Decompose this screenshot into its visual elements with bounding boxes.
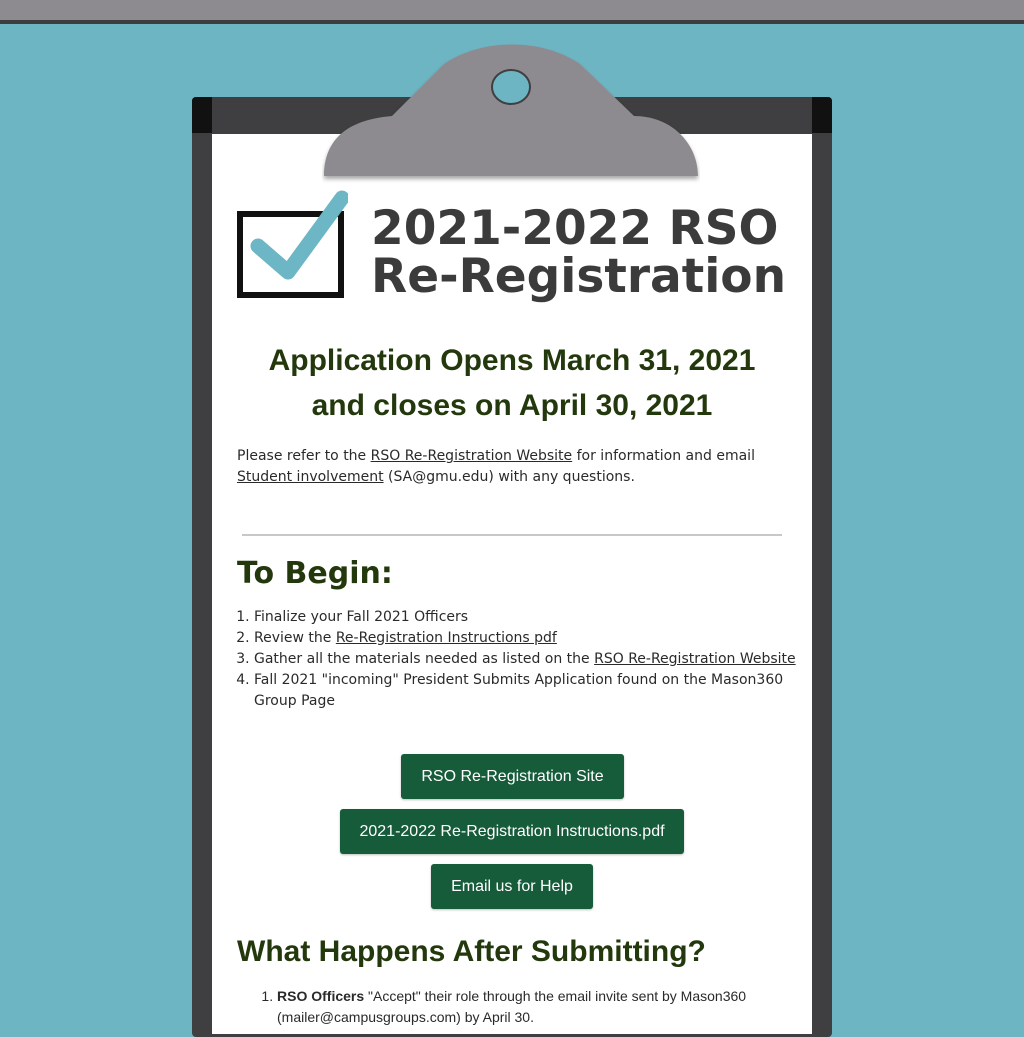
after-submitting-heading: What Happens After Submitting? xyxy=(237,935,706,968)
email-help-button[interactable]: Email us for Help xyxy=(431,864,593,909)
divider xyxy=(242,534,782,536)
top-bar xyxy=(0,0,1024,24)
step-text: "Accept" their role through the email invite sent by Mason360 (mailer@campusgroups.com) by April 30. xyxy=(277,988,747,1025)
title-line-1: 2021-2022 RSO xyxy=(371,201,779,256)
intro-text: Please refer to the xyxy=(237,448,371,464)
step-text: Fall 2021 "incoming" President Submits Application found on the Mason360 Group Page xyxy=(254,672,784,709)
list-item xyxy=(254,670,809,712)
list-item xyxy=(254,649,809,670)
application-dates xyxy=(212,338,812,428)
title-line-2: Re-Registration xyxy=(371,249,787,304)
rso-website-link[interactable]: RSO Re-Registration Website xyxy=(370,448,573,464)
step-text: Gather all the materials needed as listed on the xyxy=(254,651,595,667)
step-text: Finalize your Fall 2021 Officers xyxy=(254,609,469,625)
officers-label: RSO Officers xyxy=(277,988,365,1004)
list-item xyxy=(254,607,809,628)
rso-website-link[interactable]: RSO Re-Registration Website xyxy=(594,651,796,667)
step-text: Review the xyxy=(254,630,336,646)
begin-steps-list xyxy=(237,607,809,712)
intro-paragraph xyxy=(237,446,797,488)
intro-text: (SA@gmu.edu) with any questions. xyxy=(383,469,635,485)
rso-site-button[interactable]: RSO Re-Registration Site xyxy=(401,754,624,799)
student-involvement-link[interactable]: Student involvement xyxy=(237,469,384,485)
opens-date: Application Opens March 31, 2021 xyxy=(268,344,756,377)
closes-date: and closes on April 30, 2021 xyxy=(311,389,713,422)
clipboard-corner-right xyxy=(812,97,832,133)
to-begin-heading: To Begin: xyxy=(237,556,393,591)
instructions-pdf-link[interactable]: Re-Registration Instructions pdf xyxy=(335,630,557,646)
checkbox-checkmark-icon xyxy=(236,188,348,300)
page-title xyxy=(371,201,811,304)
clipboard-corner-left xyxy=(192,97,212,133)
list-item xyxy=(277,986,807,1028)
clipboard-clip-icon xyxy=(322,44,700,184)
list-item xyxy=(254,628,809,649)
intro-text: for information and email xyxy=(572,448,755,464)
instructions-pdf-button[interactable]: 2021-2022 Re-Registration Instructions.pdf xyxy=(340,809,684,854)
after-steps-list xyxy=(260,986,807,1028)
